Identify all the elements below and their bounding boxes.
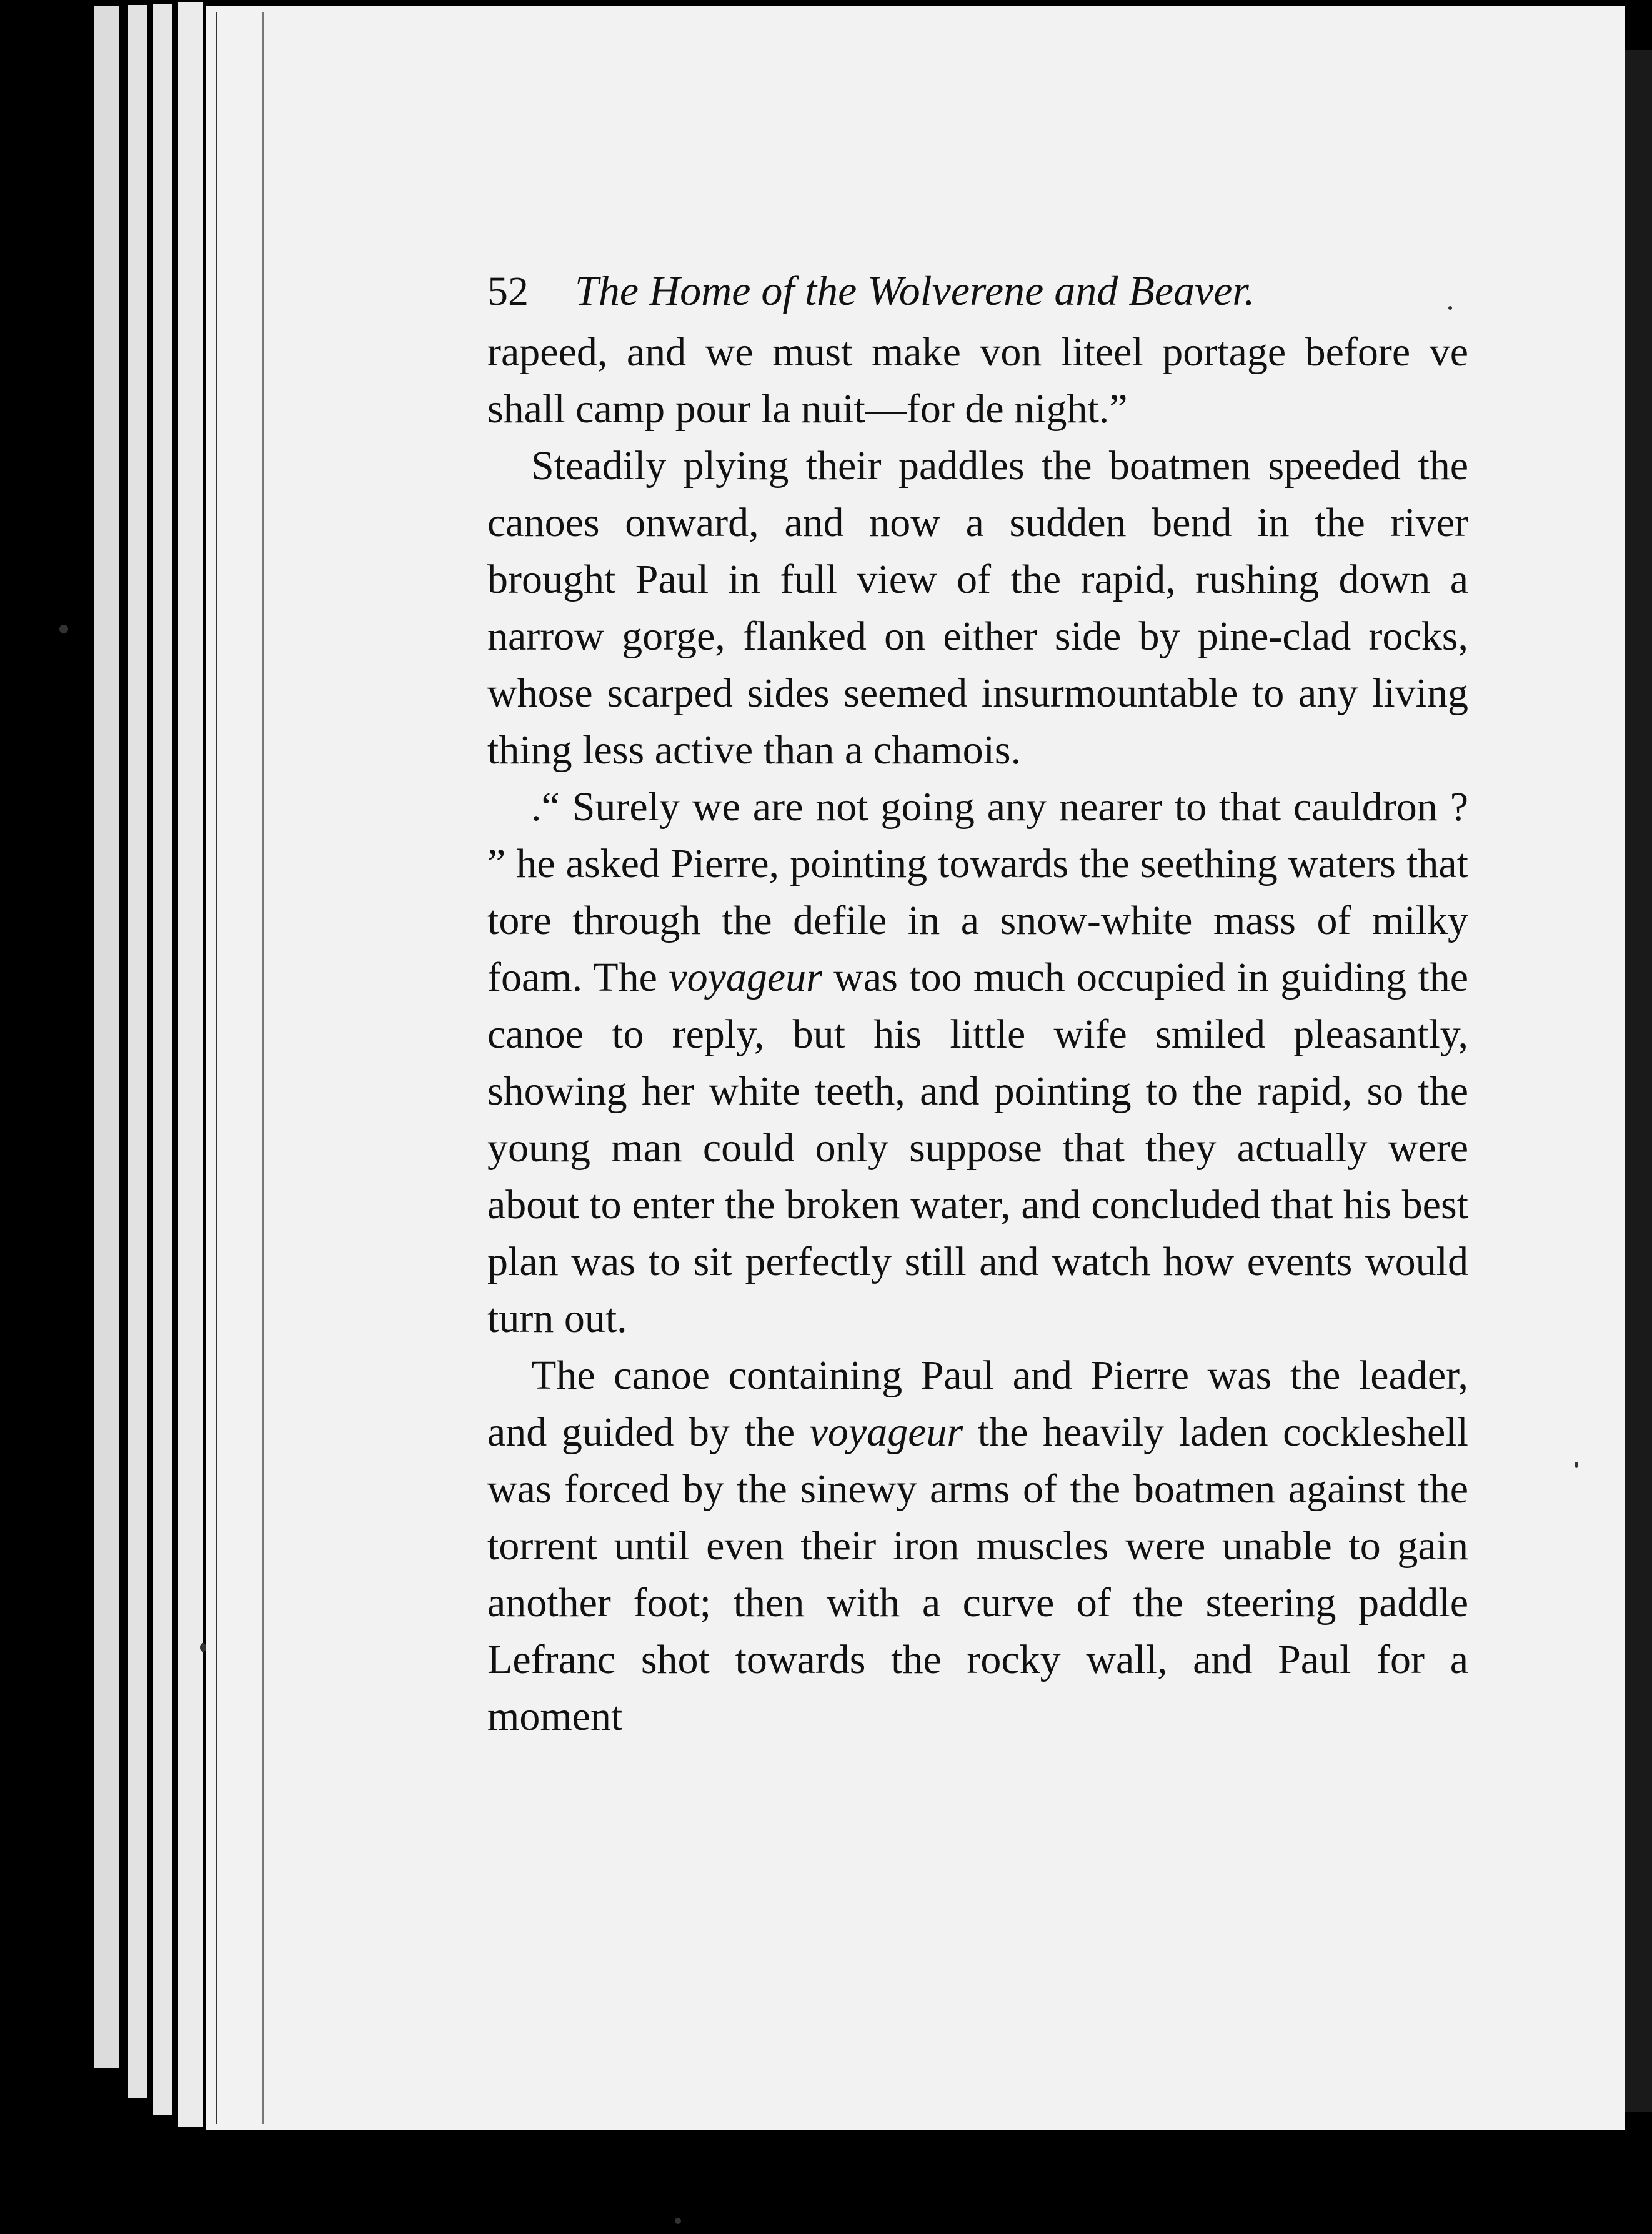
text-block bbox=[487, 262, 1468, 1745]
text-segment: rapeed, and we must make von liteel portage before ve shall camp pour la nuit—for de night.” bbox=[487, 329, 1468, 432]
speck bbox=[1575, 1462, 1578, 1468]
page-border-line bbox=[216, 12, 217, 2124]
body-text bbox=[487, 324, 1468, 1745]
speck bbox=[59, 625, 68, 633]
page-border-line bbox=[262, 12, 264, 2124]
text-segment: Steadily plying their paddles the boatmen speeded the canoes onward, and now a sudden bend in the river brought Paul in full view of the rapid, rushing down a narrow gorge, flanked on either side by pine-clad rocks, whose scarped sides seemed insurmountable to any living thing less active than a chamois. bbox=[487, 443, 1468, 773]
text-segment: the heavily laden cockleshell was forced by the sinewy arms of the boatmen against the torrent until even their iron muscles were unable to gain another foot; then with a curve of the steering paddle Lefranc shot towards the rocky wall, and Paul for a moment bbox=[487, 1409, 1468, 1739]
running-title: The Home of the Wolverene and Beaver. bbox=[575, 267, 1255, 314]
page-edge bbox=[153, 4, 172, 2115]
paragraph bbox=[487, 1347, 1468, 1745]
page-edge bbox=[128, 5, 147, 2098]
text-segment: .“ Surely we are not going any nearer to that cauldron ? ” he asked Pierre, pointing towards the seething waters that tore through the defile in a snow-white mass of milky foam. The bbox=[487, 784, 1468, 1000]
paragraph bbox=[487, 437, 1468, 778]
italic-text: voyageur bbox=[809, 1409, 963, 1455]
page-shadow bbox=[1625, 50, 1652, 2112]
text-segment: The canoe containing Paul and Pierre was the leader, and guided by the bbox=[487, 1353, 1468, 1455]
page-number: 52 bbox=[487, 269, 529, 314]
page-edge bbox=[178, 2, 203, 2127]
paragraph bbox=[487, 324, 1468, 437]
running-head bbox=[487, 262, 1468, 319]
page-edge bbox=[94, 6, 119, 2068]
speck bbox=[675, 2218, 681, 2224]
text-segment: was too much occupied in guiding the canoe to reply, but his little wife smiled pleasantly, showing her white teeth, and pointing to the rapid, so the young man could only suppose that they actually were about to enter the broken water, and concluded that his best plan was to sit perfectly still and watch how events would turn out. bbox=[487, 955, 1468, 1341]
paragraph bbox=[487, 778, 1468, 1347]
speck bbox=[200, 1643, 206, 1652]
italic-text: voyageur bbox=[669, 955, 822, 1000]
